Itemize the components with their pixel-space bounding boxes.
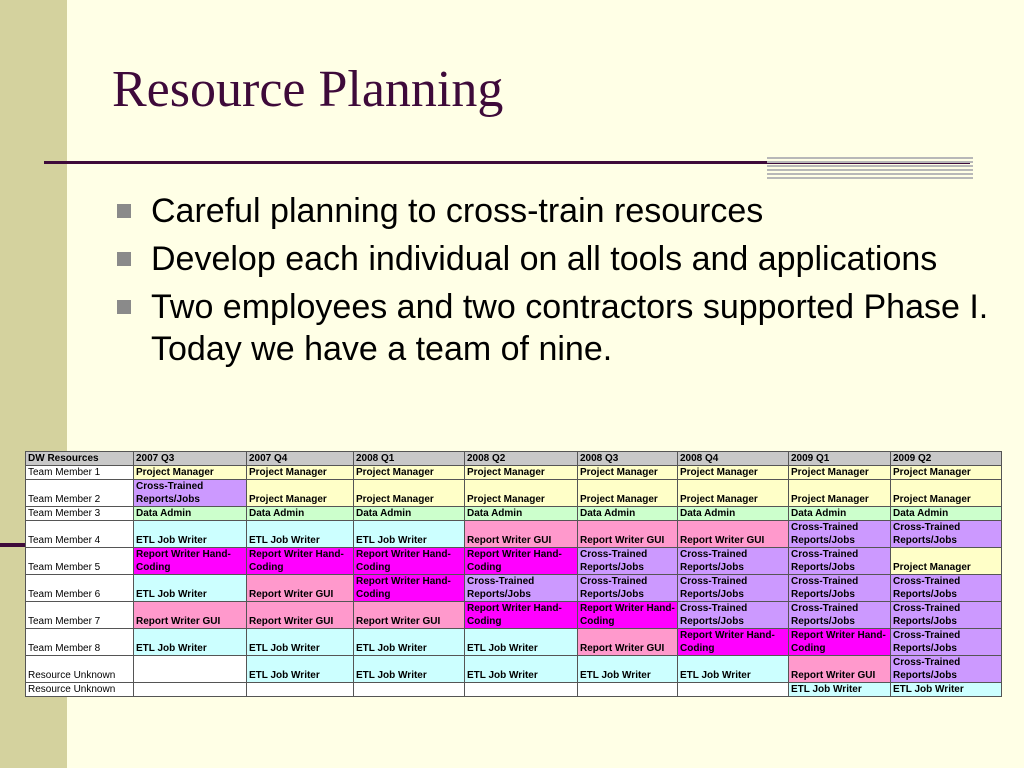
row-label: Team Member 4 [26,521,134,548]
table-cell: Report Writer GUI [578,629,678,656]
table-cell [678,683,789,697]
row-label: Team Member 5 [26,548,134,575]
table-cell: Report Writer Hand-Coding [354,548,465,575]
table-cell: Cross-Trained Reports/Jobs [134,480,247,507]
table-cell: Data Admin [465,507,578,521]
table-cell: Data Admin [678,507,789,521]
table-cell: Project Manager [465,466,578,480]
table-cell: ETL Job Writer [465,629,578,656]
table-cell [578,683,678,697]
table-cell [134,683,247,697]
header-cell: 2007 Q3 [134,452,247,466]
table-row [26,480,1002,507]
table-cell: Project Manager [247,466,354,480]
table-cell: Report Writer GUI [354,602,465,629]
table-cell: Data Admin [891,507,1002,521]
row-label: Team Member 8 [26,629,134,656]
row-label: Team Member 3 [26,507,134,521]
table-cell: Project Manager [354,466,465,480]
table-cell: Cross-Trained Reports/Jobs [465,575,578,602]
table-cell: ETL Job Writer [134,521,247,548]
table-cell [247,683,354,697]
table-cell: Cross-Trained Reports/Jobs [678,548,789,575]
table-cell: Report Writer GUI [465,521,578,548]
table-cell: Project Manager [789,466,891,480]
table-cell: Cross-Trained Reports/Jobs [891,656,1002,683]
table-cell: ETL Job Writer [247,629,354,656]
slide-title: Resource Planning [112,61,504,118]
row-label: Team Member 7 [26,602,134,629]
table-row [26,602,1002,629]
header-cell: 2008 Q2 [465,452,578,466]
table-cell: Cross-Trained Reports/Jobs [891,602,1002,629]
table-cell: ETL Job Writer [247,656,354,683]
table-cell: Report Writer GUI [789,656,891,683]
table-cell [354,683,465,697]
header-cell: 2007 Q4 [247,452,354,466]
table-cell: Report Writer Hand-Coding [465,548,578,575]
table-cell: Project Manager [247,480,354,507]
table-cell: Report Writer Hand-Coding [678,629,789,656]
table-cell: Cross-Trained Reports/Jobs [789,521,891,548]
table-cell: Report Writer GUI [247,602,354,629]
table-row [26,656,1002,683]
row-label: Resource Unknown [26,656,134,683]
table-row [26,521,1002,548]
table-cell: Cross-Trained Reports/Jobs [578,548,678,575]
header-cell: DW Resources [26,452,134,466]
table-cell: Cross-Trained Reports/Jobs [578,575,678,602]
table-cell: Cross-Trained Reports/Jobs [789,575,891,602]
table-cell: Report Writer Hand-Coding [247,548,354,575]
table-cell: Data Admin [134,507,247,521]
row-label: Team Member 6 [26,575,134,602]
table-cell: Cross-Trained Reports/Jobs [789,602,891,629]
table-row [26,683,1002,697]
table-cell: Report Writer Hand-Coding [578,602,678,629]
header-cell: 2008 Q3 [578,452,678,466]
table-cell: Project Manager [578,466,678,480]
table-cell: Data Admin [789,507,891,521]
square-bullet-icon [117,252,131,266]
table-cell: Project Manager [354,480,465,507]
table-cell: Cross-Trained Reports/Jobs [678,575,789,602]
table-cell: Project Manager [789,480,891,507]
table-cell: Project Manager [891,548,1002,575]
table-cell: Project Manager [891,466,1002,480]
table-cell: ETL Job Writer [789,683,891,697]
table-cell: Report Writer GUI [134,602,247,629]
square-bullet-icon [117,204,131,218]
table-cell: Report Writer GUI [678,521,789,548]
table-cell: Data Admin [578,507,678,521]
resource-table [25,451,1002,697]
table-row [26,466,1002,480]
table-cell: Project Manager [678,466,789,480]
table-cell: ETL Job Writer [678,656,789,683]
table-cell: ETL Job Writer [134,629,247,656]
table-row [26,575,1002,602]
table-cell: Data Admin [354,507,465,521]
row-label: Team Member 1 [26,466,134,480]
table-cell: Report Writer Hand-Coding [789,629,891,656]
square-bullet-icon [117,300,131,314]
bullet-item [115,286,995,370]
table-row [26,507,1002,521]
bullet-item [115,238,995,280]
table-cell: Report Writer Hand-Coding [134,548,247,575]
table-cell: Project Manager [134,466,247,480]
header-cell: 2009 Q1 [789,452,891,466]
bullet-list [115,190,995,376]
table-cell: ETL Job Writer [247,521,354,548]
row-label: Resource Unknown [26,683,134,697]
table-cell: Report Writer Hand-Coding [354,575,465,602]
table-cell: Project Manager [465,480,578,507]
table-cell: ETL Job Writer [465,656,578,683]
table-cell: Cross-Trained Reports/Jobs [891,575,1002,602]
table-cell: ETL Job Writer [354,656,465,683]
table-row [26,548,1002,575]
header-cell: 2009 Q2 [891,452,1002,466]
row-label: Team Member 2 [26,480,134,507]
table-cell: Report Writer GUI [247,575,354,602]
table-cell: Project Manager [578,480,678,507]
table-cell [134,656,247,683]
header-cell: 2008 Q4 [678,452,789,466]
bullet-item [115,190,995,232]
table-cell: Data Admin [247,507,354,521]
table-cell [465,683,578,697]
table-cell: ETL Job Writer [354,629,465,656]
table-cell: ETL Job Writer [354,521,465,548]
title-rule-accent [767,157,973,179]
table-cell: Report Writer GUI [578,521,678,548]
table-cell: Cross-Trained Reports/Jobs [678,602,789,629]
table-cell: Project Manager [891,480,1002,507]
table-cell: Cross-Trained Reports/Jobs [891,521,1002,548]
table-cell: ETL Job Writer [134,575,247,602]
table-cell: ETL Job Writer [891,683,1002,697]
bullet-text: Careful planning to cross-train resources [151,192,764,230]
table-row [26,629,1002,656]
bullet-text: Develop each individual on all tools and applications [151,240,938,278]
header-cell: 2008 Q1 [354,452,465,466]
table-cell: Report Writer Hand-Coding [465,602,578,629]
table-cell: Cross-Trained Reports/Jobs [891,629,1002,656]
table-header-row [26,452,1002,466]
table-cell: Project Manager [678,480,789,507]
table-cell: ETL Job Writer [578,656,678,683]
table-cell: Cross-Trained Reports/Jobs [789,548,891,575]
bullet-text: Two employees and two contractors supported Phase I. Today we have a team of nine. [151,288,989,368]
